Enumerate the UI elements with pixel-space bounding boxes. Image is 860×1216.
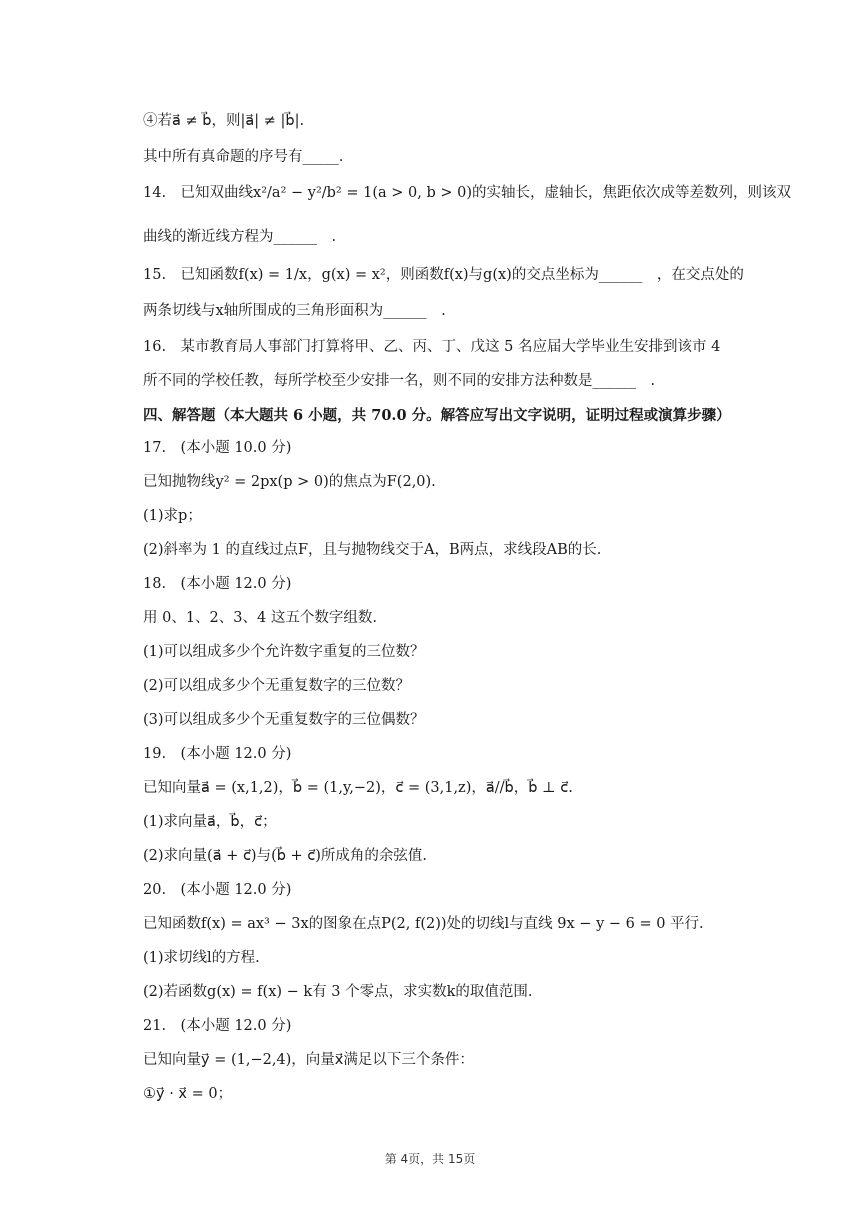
text-line: (2)若函数g(x) = f(x) − k有 3 个零点，求实数k的取值范围. <box>143 984 533 1000</box>
text-line: 所不同的学校任教，每所学校至少安排一名，则不同的安排方法种数是______ . <box>143 373 656 389</box>
text-line: 用 0、1、2、3、4 这五个数字组数. <box>143 610 377 626</box>
text-line: ④若a⃗ ≠ b⃗，则|a⃗| ≠ |b⃗|. <box>143 113 305 129</box>
question-20-header: 20. (本小题 12.0 分) <box>143 882 292 898</box>
text-line: (1)求切线l的方程. <box>143 950 260 966</box>
text-line: (1)求p； <box>143 508 202 524</box>
text-line: (1)可以组成多少个允许数字重复的三位数？ <box>143 644 425 660</box>
text-line: (2)求向量(a⃗ + c⃗)与(b⃗ + c⃗)所成角的余弦值. <box>143 848 428 864</box>
text-line: 已知抛物线y² = 2px(p > 0)的焦点为F(2,0). <box>143 474 436 490</box>
text-line: 曲线的渐近线方程为______ . <box>143 229 337 245</box>
question-21-header: 21. (本小题 12.0 分) <box>143 1018 292 1034</box>
question-16: 16. 某市教育局人事部门打算将甲、乙、丙、丁、戊这 5 名应届大学毕业生安排到该市 4 <box>143 339 721 355</box>
question-15: 15. 已知函数f(x) = 1/x，g(x) = x²，则函数f(x)与g(x)的交点坐标为______ ，在交点处的 <box>143 267 744 283</box>
section-heading: 四、解答题（本大题共 6 小题，共 70.0 分。解答应写出文字说明，证明过程或演算步骤） <box>143 407 731 424</box>
text-line: 已知向量a⃗ = (x,1,2)，b⃗ = (1,y,−2)，c⃗ = (3,1,z)，a⃗//b⃗，b⃗ ⊥ c⃗. <box>143 780 573 796</box>
question-17-header: 17. (本小题 10.0 分) <box>143 440 292 456</box>
text-line: 已知函数f(x) = ax³ − 3x的图象在点P(2, f(2))处的切线l与直线 9x − y − 6 = 0 平行. <box>143 916 704 932</box>
text-line: (2)可以组成多少个无重复数字的三位数？ <box>143 678 411 694</box>
page-footer: 第 4页，共 15页 <box>384 1152 476 1166</box>
question-18-header: 18. (本小题 12.0 分) <box>143 576 292 592</box>
text-line: 两条切线与x轴所围成的三角形面积为______ . <box>143 303 446 319</box>
text-line: (2)斜率为 1 的直线过点F，且与抛物线交于A，B两点，求线段AB的长. <box>143 542 602 558</box>
text-line: (1)求向量a⃗，b⃗，c⃗； <box>143 814 277 830</box>
text-line: ①y⃗ · x⃗ = 0； <box>143 1086 233 1102</box>
question-19-header: 19. (本小题 12.0 分) <box>143 746 292 762</box>
text-line: 已知向量y⃗ = (1,−2,4)，向量x⃗满足以下三个条件： <box>143 1052 474 1068</box>
text-line: (3)可以组成多少个无重复数字的三位偶数？ <box>143 712 425 728</box>
question-14: 14. 已知双曲线x²/a² − y²/b² = 1(a > 0, b > 0)的实轴长，虚轴长，焦距依次成等差数列，则该双 <box>143 185 791 201</box>
text-line: 其中所有真命题的序号有_____. <box>143 149 344 165</box>
